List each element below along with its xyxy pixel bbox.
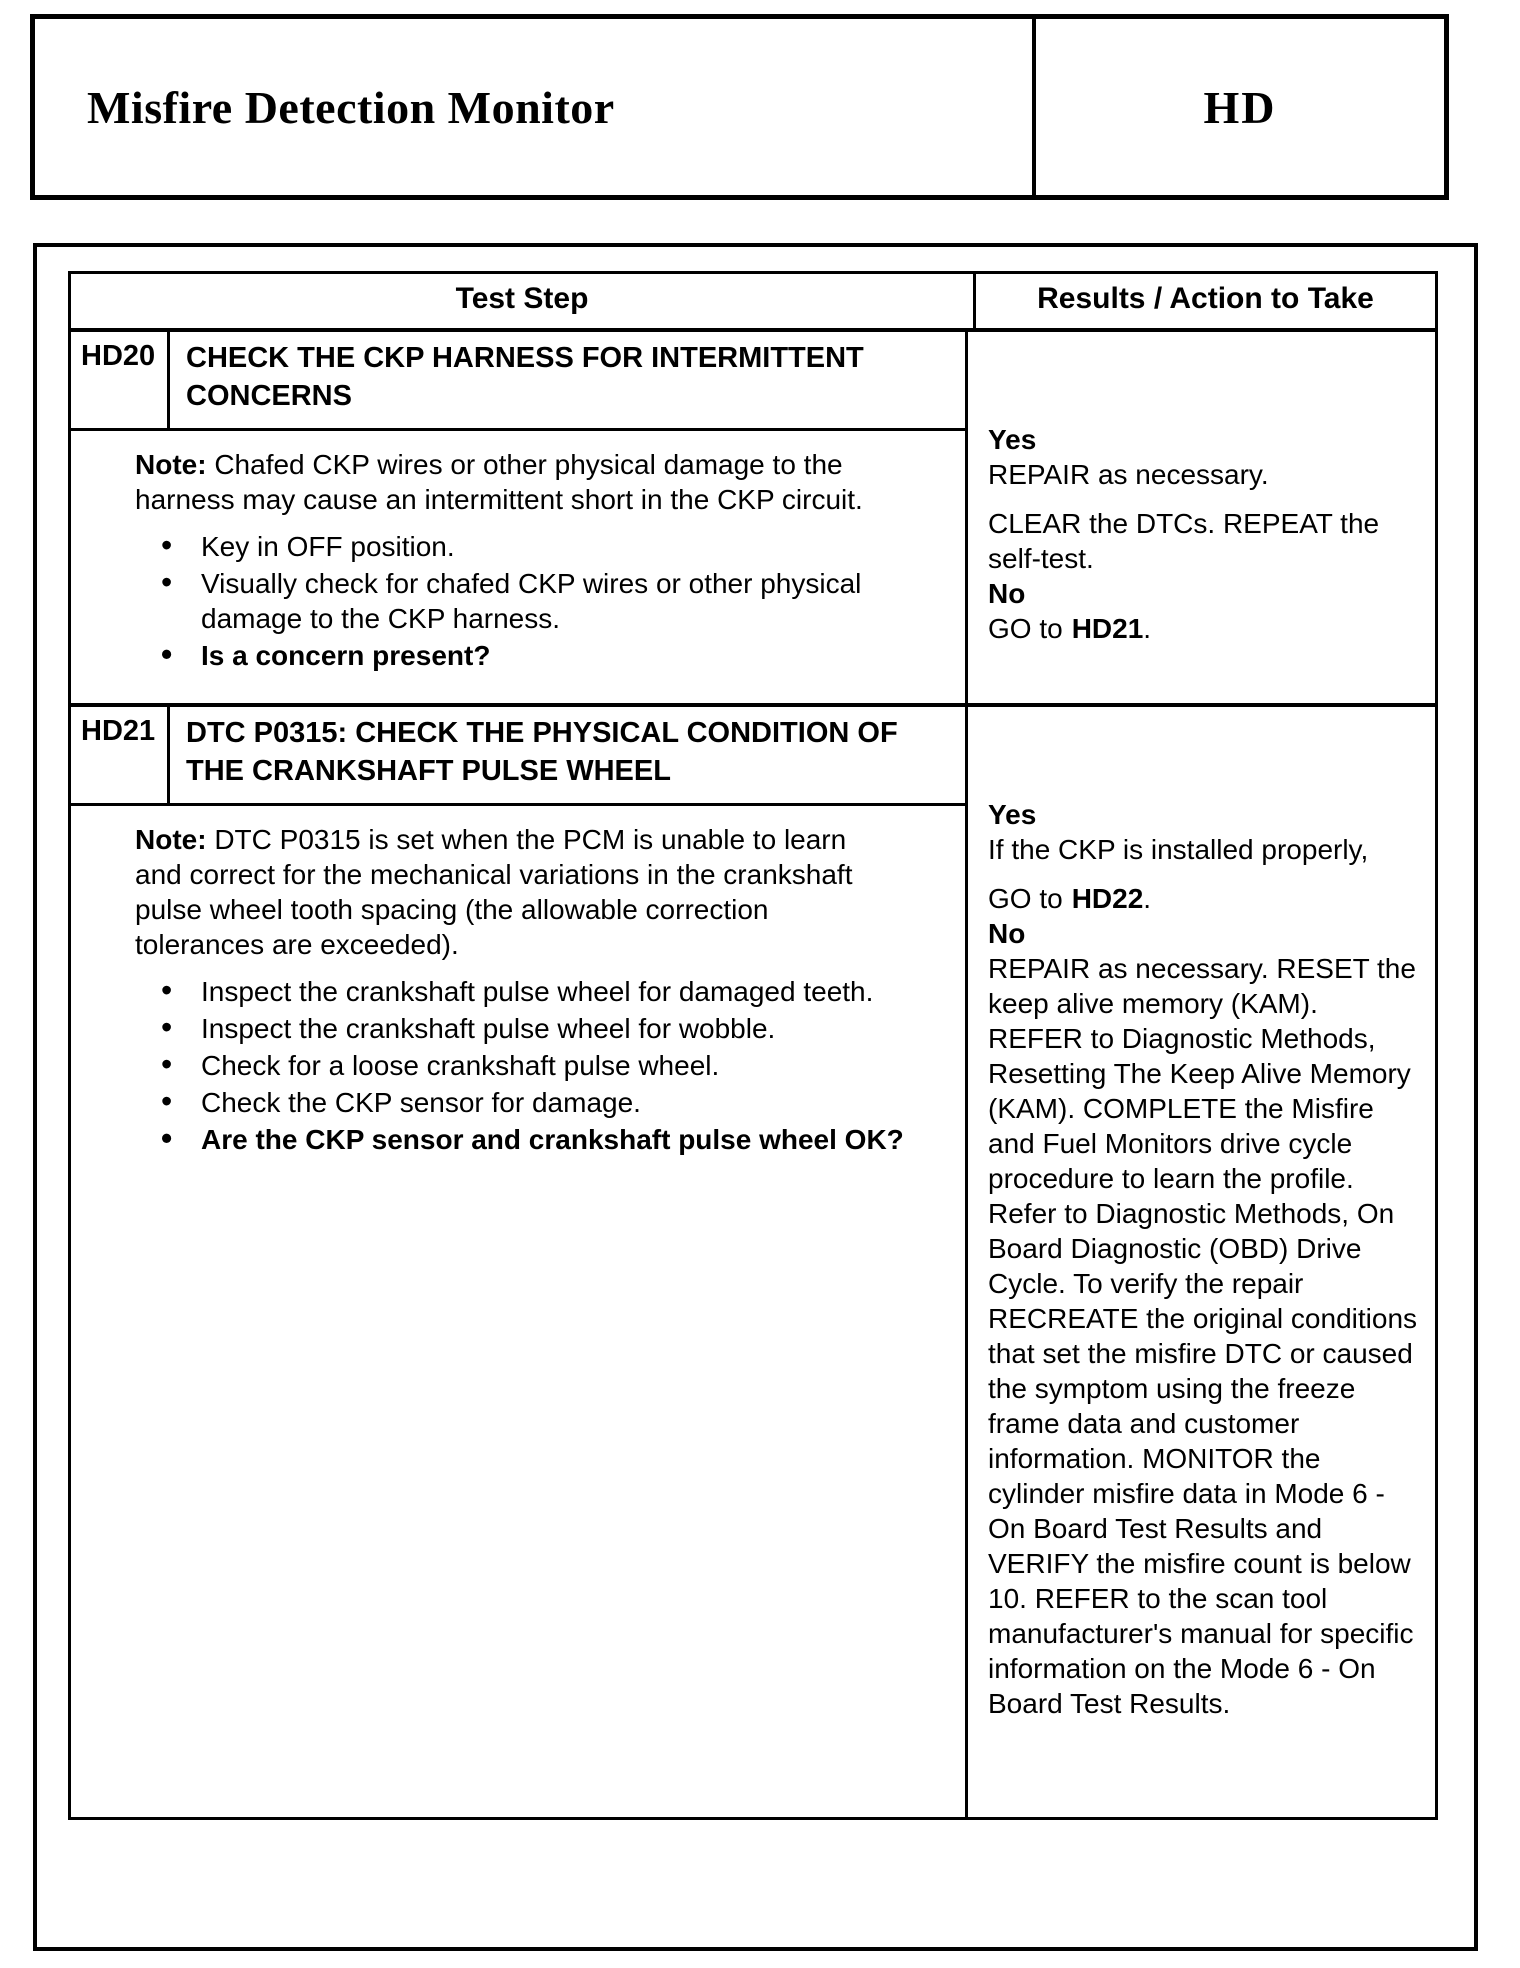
decision-question: • Are the CKP sensor and crankshaft pulse wheel OK? (135, 1122, 925, 1157)
action-item: • Check the CKP sensor for damage. (135, 1085, 925, 1120)
note-label: Note: (135, 824, 207, 855)
step-note (135, 822, 890, 962)
note-text: Chafed CKP wires or other physical damage to the harness may cause an intermittent short in the CKP circuit. (135, 449, 863, 515)
action-item: • Inspect the crankshaft pulse wheel for wobble. (135, 1011, 925, 1046)
result-no-label: No (988, 918, 1026, 949)
section-code-cell (1036, 19, 1444, 195)
goto-prefix: GO to (988, 613, 1063, 644)
column-header-test-step: Test Step (71, 274, 976, 328)
test-step-cell (71, 707, 968, 1817)
step-note (135, 447, 890, 517)
step-body (71, 806, 965, 1187)
action-item: • Visually check for chafed CKP wires or other physical damage to the CKP harness. (135, 566, 925, 636)
result-no-label: No (988, 578, 1026, 609)
step-id: HD20 (71, 332, 170, 428)
result-yes-label: Yes (988, 424, 1037, 455)
action-item: • Check for a loose crankshaft pulse wheel. (135, 1048, 925, 1083)
test-step-cell (71, 332, 968, 703)
goto-suffix: . (1143, 613, 1152, 644)
result-goto-line (988, 881, 1419, 916)
result-line: REPAIR as necessary. (988, 459, 1269, 490)
step-row-hd20 (71, 332, 1435, 707)
result-no-text: REPAIR as necessary. RESET the keep alive memory (KAM). REFER to Diagnostic Methods, Resetting The Keep Alive Memory (KAM). COMPLETE the Misfire and Fuel Monitors drive cycle procedure to learn the profile. Refer to Diagnostic Methods, On Board Diagnostic (OBD) Drive Cycle. To verify the repair RECREATE the original conditions that set the misfire DTC or caused the symptom using the freeze frame data and customer information. MONITOR the cylinder misfire data in Mode 6 - On Board Test Results and VERIFY the misfire count is below 10. REFER to the scan tool manufacturer's manual for specific information on the Mode 6 - On Board Test Results. (988, 953, 1418, 1719)
result-yes-label: Yes (988, 799, 1037, 830)
action-item: • Inspect the crankshaft pulse wheel for damaged teeth. (135, 974, 925, 1009)
goto-target: HD22 (1071, 883, 1144, 914)
section-code: HD (1203, 81, 1277, 133)
step-title: DTC P0315: CHECK THE PHYSICAL CONDITION OF THE CRANKSHAFT PULSE WHEEL (186, 717, 898, 787)
diagnostic-table (68, 271, 1438, 1820)
goto-prefix: GO to (988, 883, 1063, 914)
results-cell (968, 332, 1435, 703)
step-title: CHECK THE CKP HARNESS FOR INTERMITTENT CONCERNS (186, 342, 864, 412)
step-body (71, 431, 965, 703)
note-label: Note: (135, 449, 207, 480)
goto-target: HD21 (1071, 613, 1144, 644)
result-goto-line (988, 611, 1419, 646)
action-list (135, 529, 925, 673)
results-cell (968, 707, 1435, 1817)
result-line: CLEAR the DTCs. REPEAT the self-test. (988, 508, 1380, 574)
document-title-cell (35, 19, 1036, 195)
goto-suffix: . (1143, 883, 1152, 914)
document-title: Misfire Detection Monitor (87, 81, 615, 133)
page-header (30, 14, 1449, 200)
action-item: • Key in OFF position. (135, 529, 925, 564)
content-box (33, 243, 1478, 1951)
step-id: HD21 (71, 707, 170, 803)
action-list (135, 974, 925, 1157)
column-header-results: Results / Action to Take (1037, 282, 1374, 315)
step-title-row (71, 707, 965, 806)
step-title-row (71, 332, 965, 431)
decision-question: • Is a concern present? (135, 638, 925, 673)
table-header-row (71, 274, 1435, 332)
step-row-hd21 (71, 707, 1435, 1817)
result-line: If the CKP is installed properly, (988, 834, 1369, 865)
note-text: DTC P0315 is set when the PCM is unable to learn and correct for the mechanical variations in the crankshaft pulse wheel tooth spacing (the allowable correction tolerances are exceeded). (135, 824, 853, 960)
